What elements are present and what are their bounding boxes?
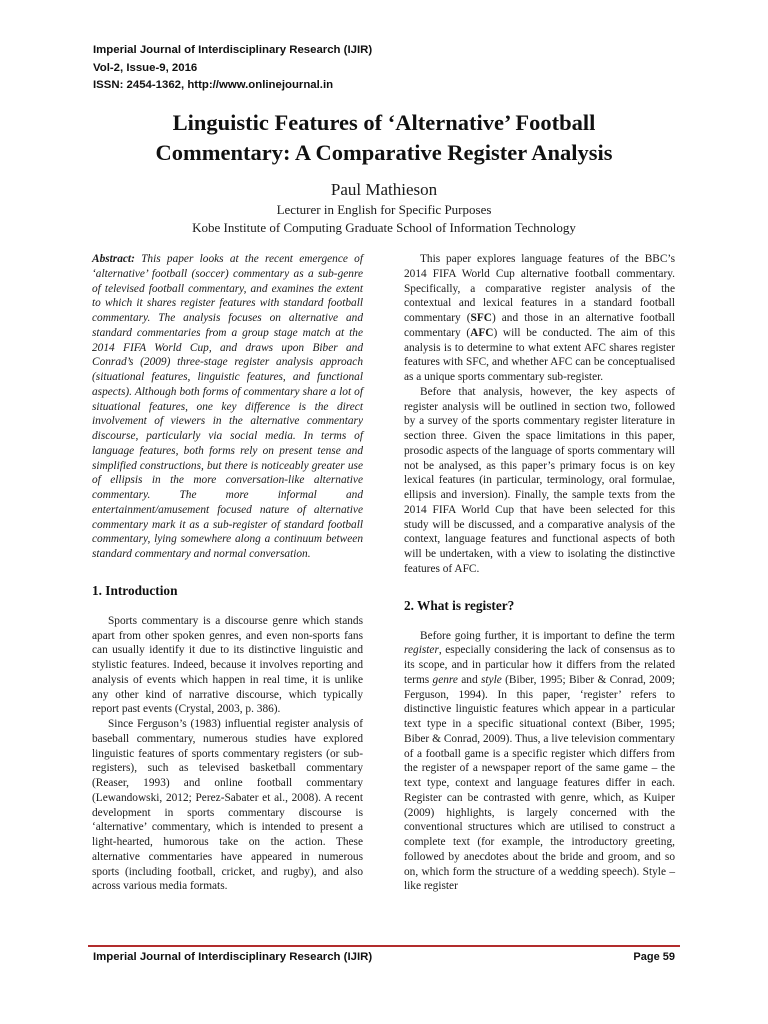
text-run: This paper explores language features of the BBC’s 2014 FIFA World Cup alternative football commentary. Specifically, a comparative register analysis of the contextual and lexical features in a standard football commentary ( bbox=[404, 253, 675, 324]
paper-title bbox=[0, 108, 768, 168]
footer-journal-name: Imperial Journal of Interdisciplinary Research (IJIR) bbox=[93, 951, 373, 963]
term-register: register bbox=[404, 644, 439, 657]
intro-paragraph-2: Since Ferguson’s (1983) influential register analysis of baseball commentary, numerous studies have explored linguistic features of sports commentary registers (or sub-registers), such as televised basketball commentary (Reaser, 1993) and online football commentary (Lewandowski, 2012; Perez-Sabater et al., 2008). A recent development in sports commentary discourse is ‘alternative’ commentary, which is intended to present a light-hearted, humorous take on the action. These alternative commentaries have appeared in numerous sports (including football, cricket, and rugby), and also across various media formats. bbox=[92, 718, 363, 893]
text-run: , especially considering the lack of consensus as to its scope, and in particular how it differs from the related terms bbox=[404, 644, 675, 686]
text-run: and bbox=[457, 673, 481, 686]
author-name: Paul Mathieson bbox=[330, 180, 438, 199]
abstract bbox=[92, 252, 363, 562]
right-column bbox=[404, 252, 675, 894]
text-run: ) and those in an alternative football commentary ( bbox=[404, 312, 675, 339]
register-paragraph bbox=[404, 629, 675, 895]
title-line-2: Commentary: A Comparative Register Analysis bbox=[155, 140, 613, 165]
page-number: Page 59 bbox=[633, 951, 675, 963]
journal-header bbox=[93, 42, 372, 95]
section-2-heading: 2. What is register? bbox=[404, 597, 515, 613]
right-paragraph-1 bbox=[404, 252, 675, 385]
text-run: (Biber, 1995; Biber & Conrad, 2009; Ferguson, 1994). In this paper, ‘register’ refers to distinctive linguistic features which appear in a particular text type in a specific situational context (Biber, 1995; Biber & Conrad, 2009). Thus, a live television commentary of a football game is a specific register which differs from the register of a newspaper report of the same game – the text type, context and language features differ in each. Register can be contrasted with genre, which, as Kuiper (2009) highlights, is largely concerned with the conventional structures which are utilised to construct a complete text (for example, the introductory greeting, followed by anecdotes about the bride and groom, and so on, which form the structure of a wedding speech). Style – like register bbox=[404, 673, 675, 893]
section-1-heading: 1. Introduction bbox=[92, 582, 178, 598]
intro-paragraph-1: Sports commentary is a discourse genre which stands apart from other spoken genres, and even non-sports fans can usually identify it due to its distinctive linguistic and stylistic features. Indeed, because it involves reporting and analysis of events which happen in real time, it is unlike any other kind of narrative discourse, which typically report past events (Crystal, 2003, p. 386). bbox=[92, 614, 363, 716]
title-line-1: Linguistic Features of ‘Alternative’ Football bbox=[172, 110, 596, 135]
text-run: ) will be conducted. The aim of this analysis is to determine to what extent AFC shares register features with SFC, and whether AFC can be conceptualised as a unique sports commentary sub-register. bbox=[404, 326, 675, 383]
right-paragraph-2: Before that analysis, however, the key aspects of register analysis will be outlined in section two, followed by a survey of the sports commentary register literature in section three. Given the space limitations in this paper, prosodic aspects of the language of sports commentary will not be analysed, as this paper’s primary focus is on key lexical features (in particular, terminology, oral formulae, ellipsis and inversion). Finally, the sample texts from the 2014 FIFA World Cup that have been selected for this study will be discussed, and a comparative analysis of the context, language features and functional aspects of both will be undertaken, with a view to isolating the distinctive features of AFC. bbox=[404, 385, 675, 575]
journal-name: Imperial Journal of Interdisciplinary Research (IJIR) bbox=[93, 44, 373, 56]
left-column bbox=[92, 252, 363, 894]
volume-issue: Vol-2, Issue-9, 2016 bbox=[93, 61, 198, 74]
affiliation-line-1: Lecturer in English for Specific Purposes bbox=[276, 202, 492, 217]
afc-abbrev: AFC bbox=[470, 326, 494, 339]
abstract-label: Abstract: bbox=[92, 253, 135, 265]
affiliation-line-2: Kobe Institute of Computing Graduate School of Information Technology bbox=[192, 220, 576, 235]
footer-rule bbox=[88, 945, 680, 947]
issn-line: ISSN: 2454-1362, http://www.onlinejournal.in bbox=[93, 79, 334, 91]
text-run: Before going further, it is important to define the term bbox=[420, 629, 675, 642]
term-genre: genre bbox=[432, 673, 458, 686]
abstract-text: This paper looks at the recent emergence of ‘alternative’ football (soccer) commentary as a sub-genre of televised football commentary, and examines the extent to which it shares register features with standard football commentary. The analysis focuses on alternative and standard commentaries from a group stage match at the 2014 FIFA World Cup, and draws upon Biber and Conrad’s (2009) three-stage register analysis approach (situational features, linguistic features, and functional aspects). Although both forms of commentary share a lot of situational features, one key difference is the direct involvement of viewers in the alternative commentary discourse, particularly via social media. In terms of language features, both forms rely on present tense and simplified constructions, but there is noticeably greater use of ellipsis in the more conversation-like alternative commentary. The more informal and entertainment/amusement focused nature of alternative commentary mark it as a sub-register of standard football commentary, lying somewhere along a continuum between standard commentary and normal conversation. bbox=[92, 253, 363, 560]
title-block bbox=[0, 108, 768, 237]
sfc-abbrev: SFC bbox=[470, 312, 492, 324]
term-style: style bbox=[480, 673, 502, 686]
